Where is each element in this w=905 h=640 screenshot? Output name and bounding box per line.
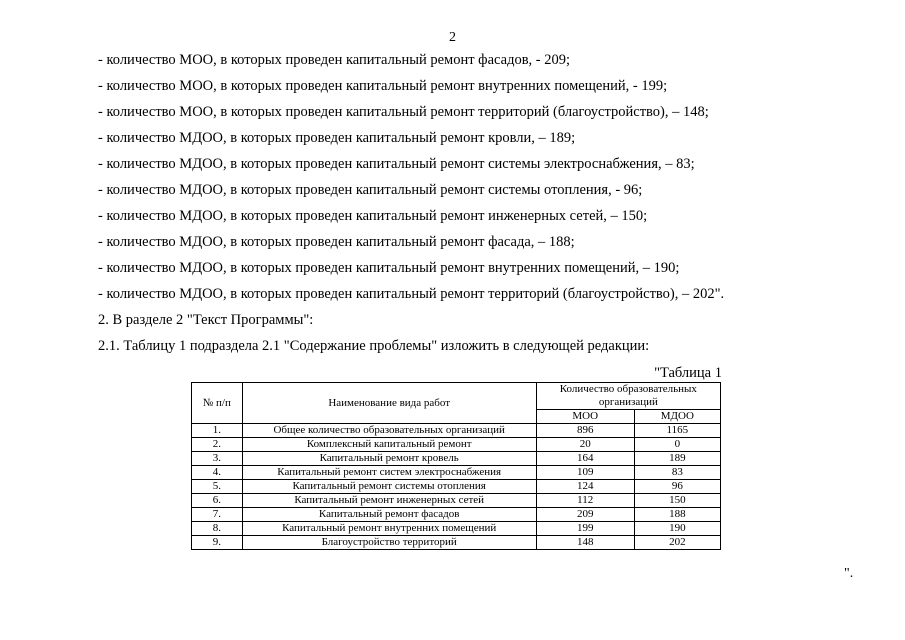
table-row xyxy=(192,508,721,522)
cell-moo: 20 xyxy=(536,438,634,452)
cell-name: Капитальный ремонт кровель xyxy=(242,452,536,466)
cell-mdoo: 83 xyxy=(634,466,720,480)
table-row xyxy=(192,452,721,466)
cell-name: Капитальный ремонт внутренних помещений xyxy=(242,522,536,536)
text-body xyxy=(98,47,888,359)
cell-moo: 148 xyxy=(536,536,634,550)
cell-moo: 896 xyxy=(536,424,634,438)
text-line: - количество МОО, в которых проведен капитальный ремонт фасадов, - 209; xyxy=(98,52,571,68)
text-line: - количество МДОО, в которых проведен капитальный ремонт инженерных сетей, – 150; xyxy=(98,208,648,224)
cell-num: 7. xyxy=(192,508,243,522)
cell-num: 8. xyxy=(192,522,243,536)
text-line: - количество МОО, в которых проведен капитальный ремонт внутренних помещений, - 199; xyxy=(98,78,668,94)
cell-name: Капитальный ремонт инженерных сетей xyxy=(242,494,536,508)
cell-mdoo: 190 xyxy=(634,522,720,536)
cell-name: Общее количество образовательных организаций xyxy=(242,424,536,438)
text-line: - количество МДОО, в которых проведен капитальный ремонт системы отопления, - 96; xyxy=(98,182,643,198)
cell-name: Комплексный капитальный ремонт xyxy=(242,438,536,452)
header-group: Количество образовательных организаций xyxy=(536,383,720,410)
cell-name: Капитальный ремонт системы отопления xyxy=(242,480,536,494)
table-caption: "Таблица 1 xyxy=(654,365,722,381)
text-line: - количество МОО, в которых проведен капитальный ремонт территорий (благоустройство), – 148; xyxy=(98,104,709,120)
cell-mdoo: 189 xyxy=(634,452,720,466)
page-number: 2 xyxy=(449,30,456,45)
table-row xyxy=(192,536,721,550)
header-num: № п/п xyxy=(192,383,243,424)
table-row xyxy=(192,522,721,536)
table-row xyxy=(192,466,721,480)
cell-moo: 164 xyxy=(536,452,634,466)
cell-moo: 124 xyxy=(536,480,634,494)
cell-mdoo: 202 xyxy=(634,536,720,550)
cell-name: Капитальный ремонт фасадов xyxy=(242,508,536,522)
header-name: Наименование вида работ xyxy=(242,383,536,424)
table-header-row xyxy=(192,383,721,410)
text-line: - количество МДОО, в которых проведен капитальный ремонт кровли, – 189; xyxy=(98,130,576,146)
cell-num: 1. xyxy=(192,424,243,438)
table-row xyxy=(192,424,721,438)
closing-quote: ". xyxy=(844,566,854,581)
data-table xyxy=(191,382,721,550)
text-line: - количество МДОО, в которых проведен капитальный ремонт фасада, – 188; xyxy=(98,234,575,250)
cell-moo: 109 xyxy=(536,466,634,480)
header-mdoo: МДОО xyxy=(634,410,720,424)
cell-mdoo: 150 xyxy=(634,494,720,508)
text-line: - количество МДОО, в которых проведен капитальный ремонт территорий (благоустройство), – 202". xyxy=(98,286,725,302)
cell-mdoo: 1165 xyxy=(634,424,720,438)
cell-moo: 199 xyxy=(536,522,634,536)
table-row xyxy=(192,438,721,452)
text-line: - количество МДОО, в которых проведен капитальный ремонт внутренних помещений, – 190; xyxy=(98,260,680,276)
cell-num: 6. xyxy=(192,494,243,508)
cell-num: 3. xyxy=(192,452,243,466)
cell-moo: 209 xyxy=(536,508,634,522)
text-line: - количество МДОО, в которых проведен капитальный ремонт системы электроснабжения, – 83; xyxy=(98,156,695,172)
subsection-heading: 2.1. Таблицу 1 подраздела 2.1 "Содержание проблемы" изложить в следующей редакции: xyxy=(98,338,650,354)
cell-mdoo: 0 xyxy=(634,438,720,452)
cell-mdoo: 96 xyxy=(634,480,720,494)
cell-num: 2. xyxy=(192,438,243,452)
header-moo: МОО xyxy=(536,410,634,424)
table-row xyxy=(192,480,721,494)
cell-mdoo: 188 xyxy=(634,508,720,522)
cell-num: 9. xyxy=(192,536,243,550)
cell-moo: 112 xyxy=(536,494,634,508)
section-heading: 2. В разделе 2 "Текст Программы": xyxy=(98,312,314,328)
cell-name: Капитальный ремонт систем электроснабжения xyxy=(242,466,536,480)
cell-num: 5. xyxy=(192,480,243,494)
table-row xyxy=(192,494,721,508)
cell-num: 4. xyxy=(192,466,243,480)
cell-name: Благоустройство территорий xyxy=(242,536,536,550)
